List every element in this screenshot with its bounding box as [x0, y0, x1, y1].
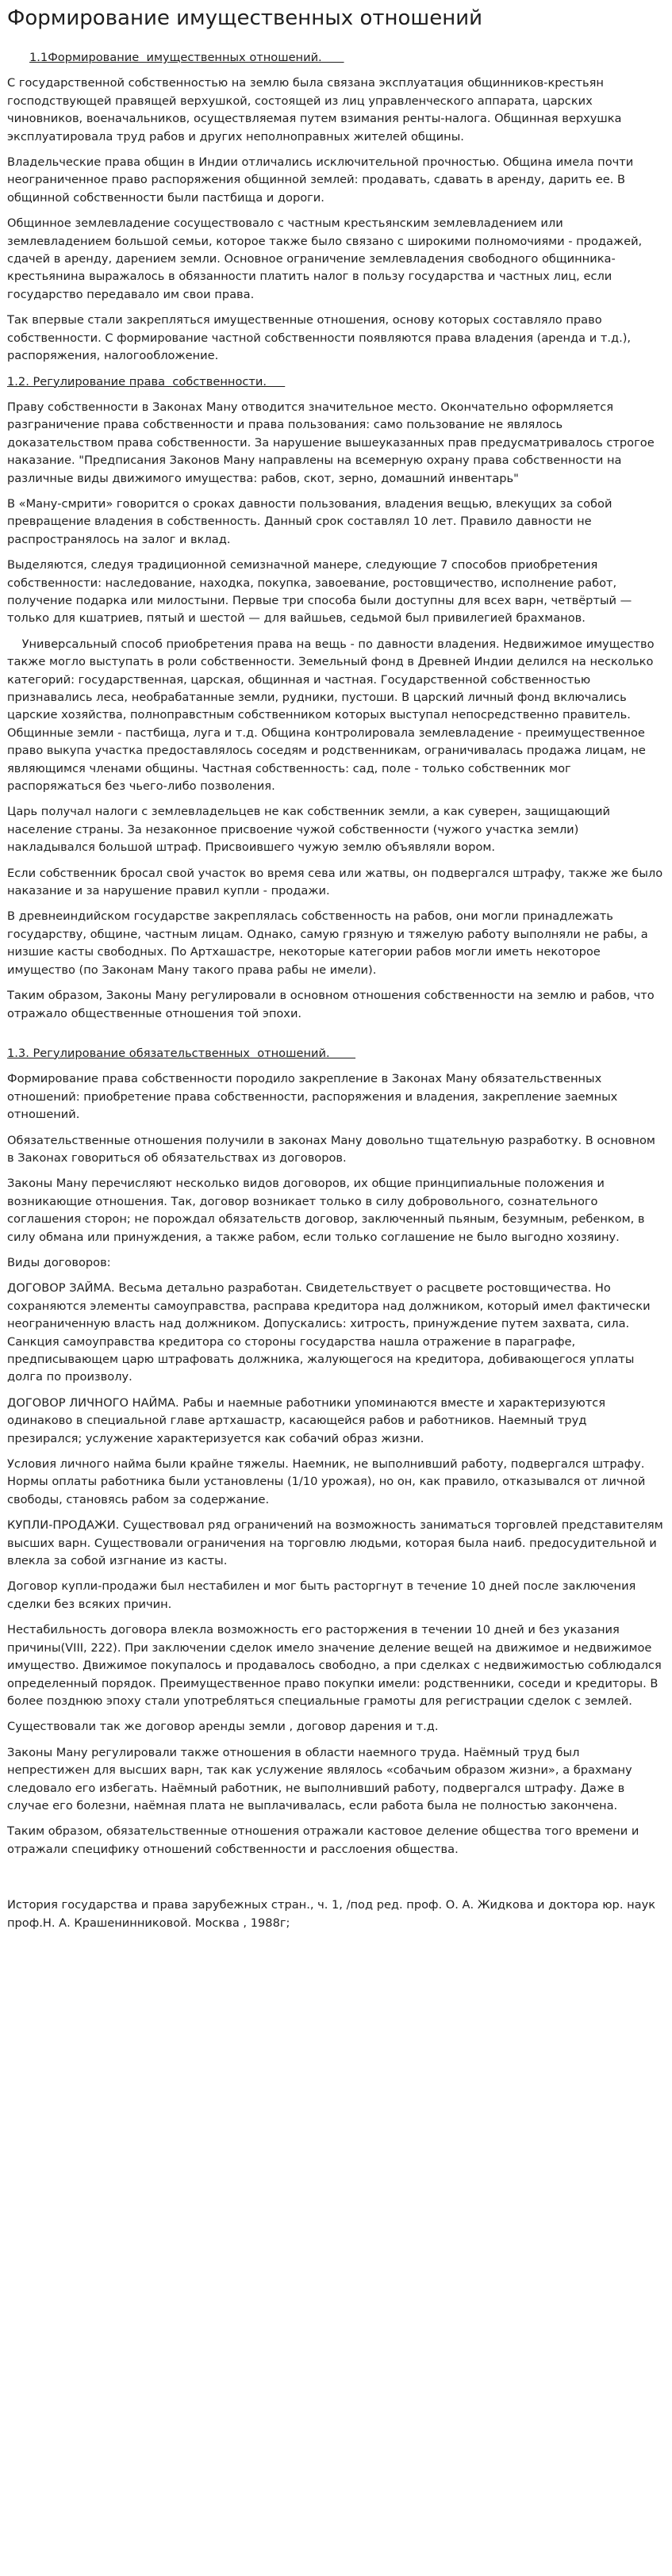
paragraph: Таким образом, Законы Ману регулировали в основном отношения собственности на землю и рабов, что отражало общественные отношения той эпохи.	[7, 989, 655, 1020]
paragraph: В древнеиндийском государстве закреплялась собственность на рабов, они могли принадлежать государству, общине, частным лицам. Однако, самую грязную и тяжелую работу выполняли не рабы, а низшие касты свободных. По Артхашастре, некоторые категории рабов могли иметь некоторое имущество (по Законам Ману такого права рабы не имели).	[7, 909, 648, 977]
paragraph: ДОГОВОР ЗАЙМА. Весьма детально разработан. Свидетельствует о расцвете ростовщичества. Но сохраняются элементы самоуправства, расправа кредитора над должником, который имел фактически неограниченную власть над должником. Допускались: хитрость, принуждение путем захвата, сила. Санкция самоуправства кредитора со стороны государства нашла отражение в параграфе, предписывающем царю штрафовать должника, жалующегося на кредитора, добивающегося уплаты долга по произволу.	[7, 1281, 651, 1384]
paragraph: Законы Ману перечисляют несколько видов договоров, их общие принципиальные положения и возникающие отношения. Так, договор возникает только в силу добровольного, сознательного соглашения сторон; не порождал обязательств договор, заключенный пьяным, безумным, ребенком, в силу обмана или принуждения, а также рабом, если только соглашение не было выгодно хозяину.	[7, 1177, 645, 1244]
paragraph: Таким образом, обязательственные отношения отражали кастовое деление общества того времени и отражали специфику отношений собственности и расслоения общества.	[7, 1824, 639, 1856]
paragraph: Условия личного найма были крайне тяжелы. Наемник, не выполнивший работу, подвергался штрафу. Нормы оплаты работника были установлены (1/10 урожая), но он, как правило, отказывался от личной свободы, становясь рабом за содержание.	[7, 1457, 646, 1506]
paragraph: Так впервые стали закрепляться имущественные отношения, основу которых составляло право собственности. С формирование частной собственности появляются права владения (аренда и т.д.), распоряжения, налогообложение.	[7, 313, 632, 363]
paragraph: С государственной собственностью на землю была связана эксплуатация общинников-крестьян господствующей правящей верхушкой, состоящей из лиц управленческого аппарата, царских чиновников, военачальников, осуществляемая путем взимания ренты-налога. Общинная верхушка эксплуатировала труд рабов и других неполноправных жителей общины.	[7, 76, 622, 144]
spacer	[7, 1866, 664, 1897]
paragraph: Формирование права собственности породило закрепление в Законах Ману обязательственных отношений: приобретение права собственности, распоряжения и владения, закрепление заемных отношений.	[7, 1072, 618, 1122]
paragraph: Если собственник бросал свой участок во время сева или жатвы, он подвергался штрафу, также же было наказание и за нарушение правил купли - продажи.	[7, 866, 663, 898]
paragraph: Общинное землевладение сосуществовало с частным крестьянским землевладением или землевладением большой семьи, которое также было связано с широкими полномочиями - продажей, сдачей в аренду, дарением земли. Основное ограничение землевладения свободного общинника-крестьянина выражалось в обязанности платить налог в пользу государства и частных лиц, если государство передавало им свои права.	[7, 216, 643, 301]
paragraph: Виды договоров:	[7, 1255, 111, 1269]
paragraph: Владельческие права общин в Индии отличались исключительной прочностью. Община имела почти неограниченное право распоряжения общинной землей: продавать, сдавать в аренду, дарить ее. В общинной собственности были пастбища и дороги.	[7, 155, 634, 205]
paragraph: Царь получал налоги с землевладельцев не как собственник земли, а как суверен, защищающий население страны. За незаконное присвоение чужой собственности (чужого участка земли) накладывался большой штраф. Присвоившего чужую землю объявляли вором.	[7, 805, 611, 855]
paragraph: В «Ману-смрити» говорится о сроках давности пользования, владения вещью, влекущих за собой превращение владения в собственность. Данный срок составлял 10 лет. Правило давности не распространялось на залог и вклад.	[7, 496, 612, 546]
spacer	[7, 1031, 664, 1045]
paragraph: Выделяются, следуя традиционной семизначной манере, следующие 7 способов приобретения собственности: наследование, находка, покупка, завоевание, ростовщичество, исполнение работ, получение подарка или милостыни. Первые три способа были доступны для всех варн, четвёртый — только для кшатриев, пятый и шестой — для вайшьев, седьмой был привилегией брахманов.	[7, 558, 632, 626]
section-heading: 1.1Формирование имущественных отношений.	[29, 51, 344, 64]
section-heading: 1.2. Регулирование права собственности.	[7, 374, 286, 389]
paragraph: КУПЛИ-ПРОДАЖИ. Существовал ряд ограничений на возможность заниматься торговлей представителям высших варн. Существовали ограничения на торговлю людьми, которая была наиб. предосудительной и влекла за собой изгнание из касты.	[7, 1518, 663, 1568]
section-heading: 1.3. Регулирование обязательственных отношений.	[7, 1046, 356, 1060]
paragraph: Нестабильность договора влекла возможность его расторжения в течении 10 дней и без указания причины(VIII, 222). При заключении сделок имело значение деление вещей на движимое и недвижимое имущество. Движимое покупалось и продавалось свободно, а при сделках с недвижимостью соблюдался определенный порядок. Преимущественное право покупки имели: родственники, соседи и кредиторы. В более позднюю эпоху стали употребляться специальные грамоты для регистрации сделок с землей.	[7, 1623, 662, 1708]
section-1	[7, 49, 664, 366]
section-2	[7, 373, 664, 1023]
paragraph: Универсальный способ приобретения права на вещь - по давности владения. Недвижимое имущество также могло выступать в роли собственности. Земельный фонд в Древней Индии делился на несколько категорий: государственная, царская, общинная и частная. Государственной собственностью признавались леса, необрабатанные земли, рудники, пустоши. В царский личный фонд включались царские хозяйства, полноправстным собственником которых выступал непосредственно правитель. Общинные земли - пастбища, луга и т.д. Община контролировала землевладение - преимущественное право выкупа участка предоставлялось соседям и родственникам, ограничивалась продажа лицам, не являющимся членами общины. Частная собственность: сад, поле - только собственник мог распоряжаться без чьего-либо позволения.	[7, 637, 659, 794]
section-3	[7, 1045, 664, 1858]
paragraph: Существовали так же договор аренды земли , договор дарения и т.д.	[7, 1720, 439, 1734]
footnote: История государства и права зарубежных стран., ч. 1, /под ред. проф. О. А. Жидкова и доктора юр. наук проф.Н. А. Крашенинниковой. Москва , 1988г;	[7, 1898, 656, 1930]
page-title: Формирование имущественных отношений	[7, 6, 482, 30]
paragraph: Обязательственные отношения получили в законах Ману довольно тщательную разработку. В основном в Законах говориться об обязательствах из договоров.	[7, 1133, 655, 1165]
paragraph: Законы Ману регулировали также отношения в области наемного труда. Наёмный труд был непрестижен для высших варн, так как услужение являлось «собачьим образом жизни», а брахману следовало его избегать. Наёмный работник, не выполнивший работу, подвергался штрафу. Даже в случае его болезни, наёмная плата не выплачивалась, если работа была не полностью закончена.	[7, 1745, 632, 1812]
paragraph: Праву собственности в Законах Ману отводится значительное место. Окончательно оформляется разграничение права собственности и права пользования: само пользование не являлось доказательством права собственности. За нарушение вышеуказанных прав предусматривалось строгое наказание. "Предписания Законов Ману направлены на всемерную охрану права собственности на различные виды движимого имущества: рабов, скот, зерно, домашний инвентарь"	[7, 400, 655, 485]
paragraph: ДОГОВОР ЛИЧНОГО НАЙМА. Рабы и наемные работники упоминаются вместе и характеризуются одинаково в специальной главе артхашастр, касающейся рабов и работников. Наемный труд презирался; услужение характеризуется как собачий образ жизни.	[7, 1395, 606, 1445]
paragraph: Договор купли-продажи был нестабилен и мог быть расторгнут в течение 10 дней после заключения сделки без всяких причин.	[7, 1579, 636, 1611]
